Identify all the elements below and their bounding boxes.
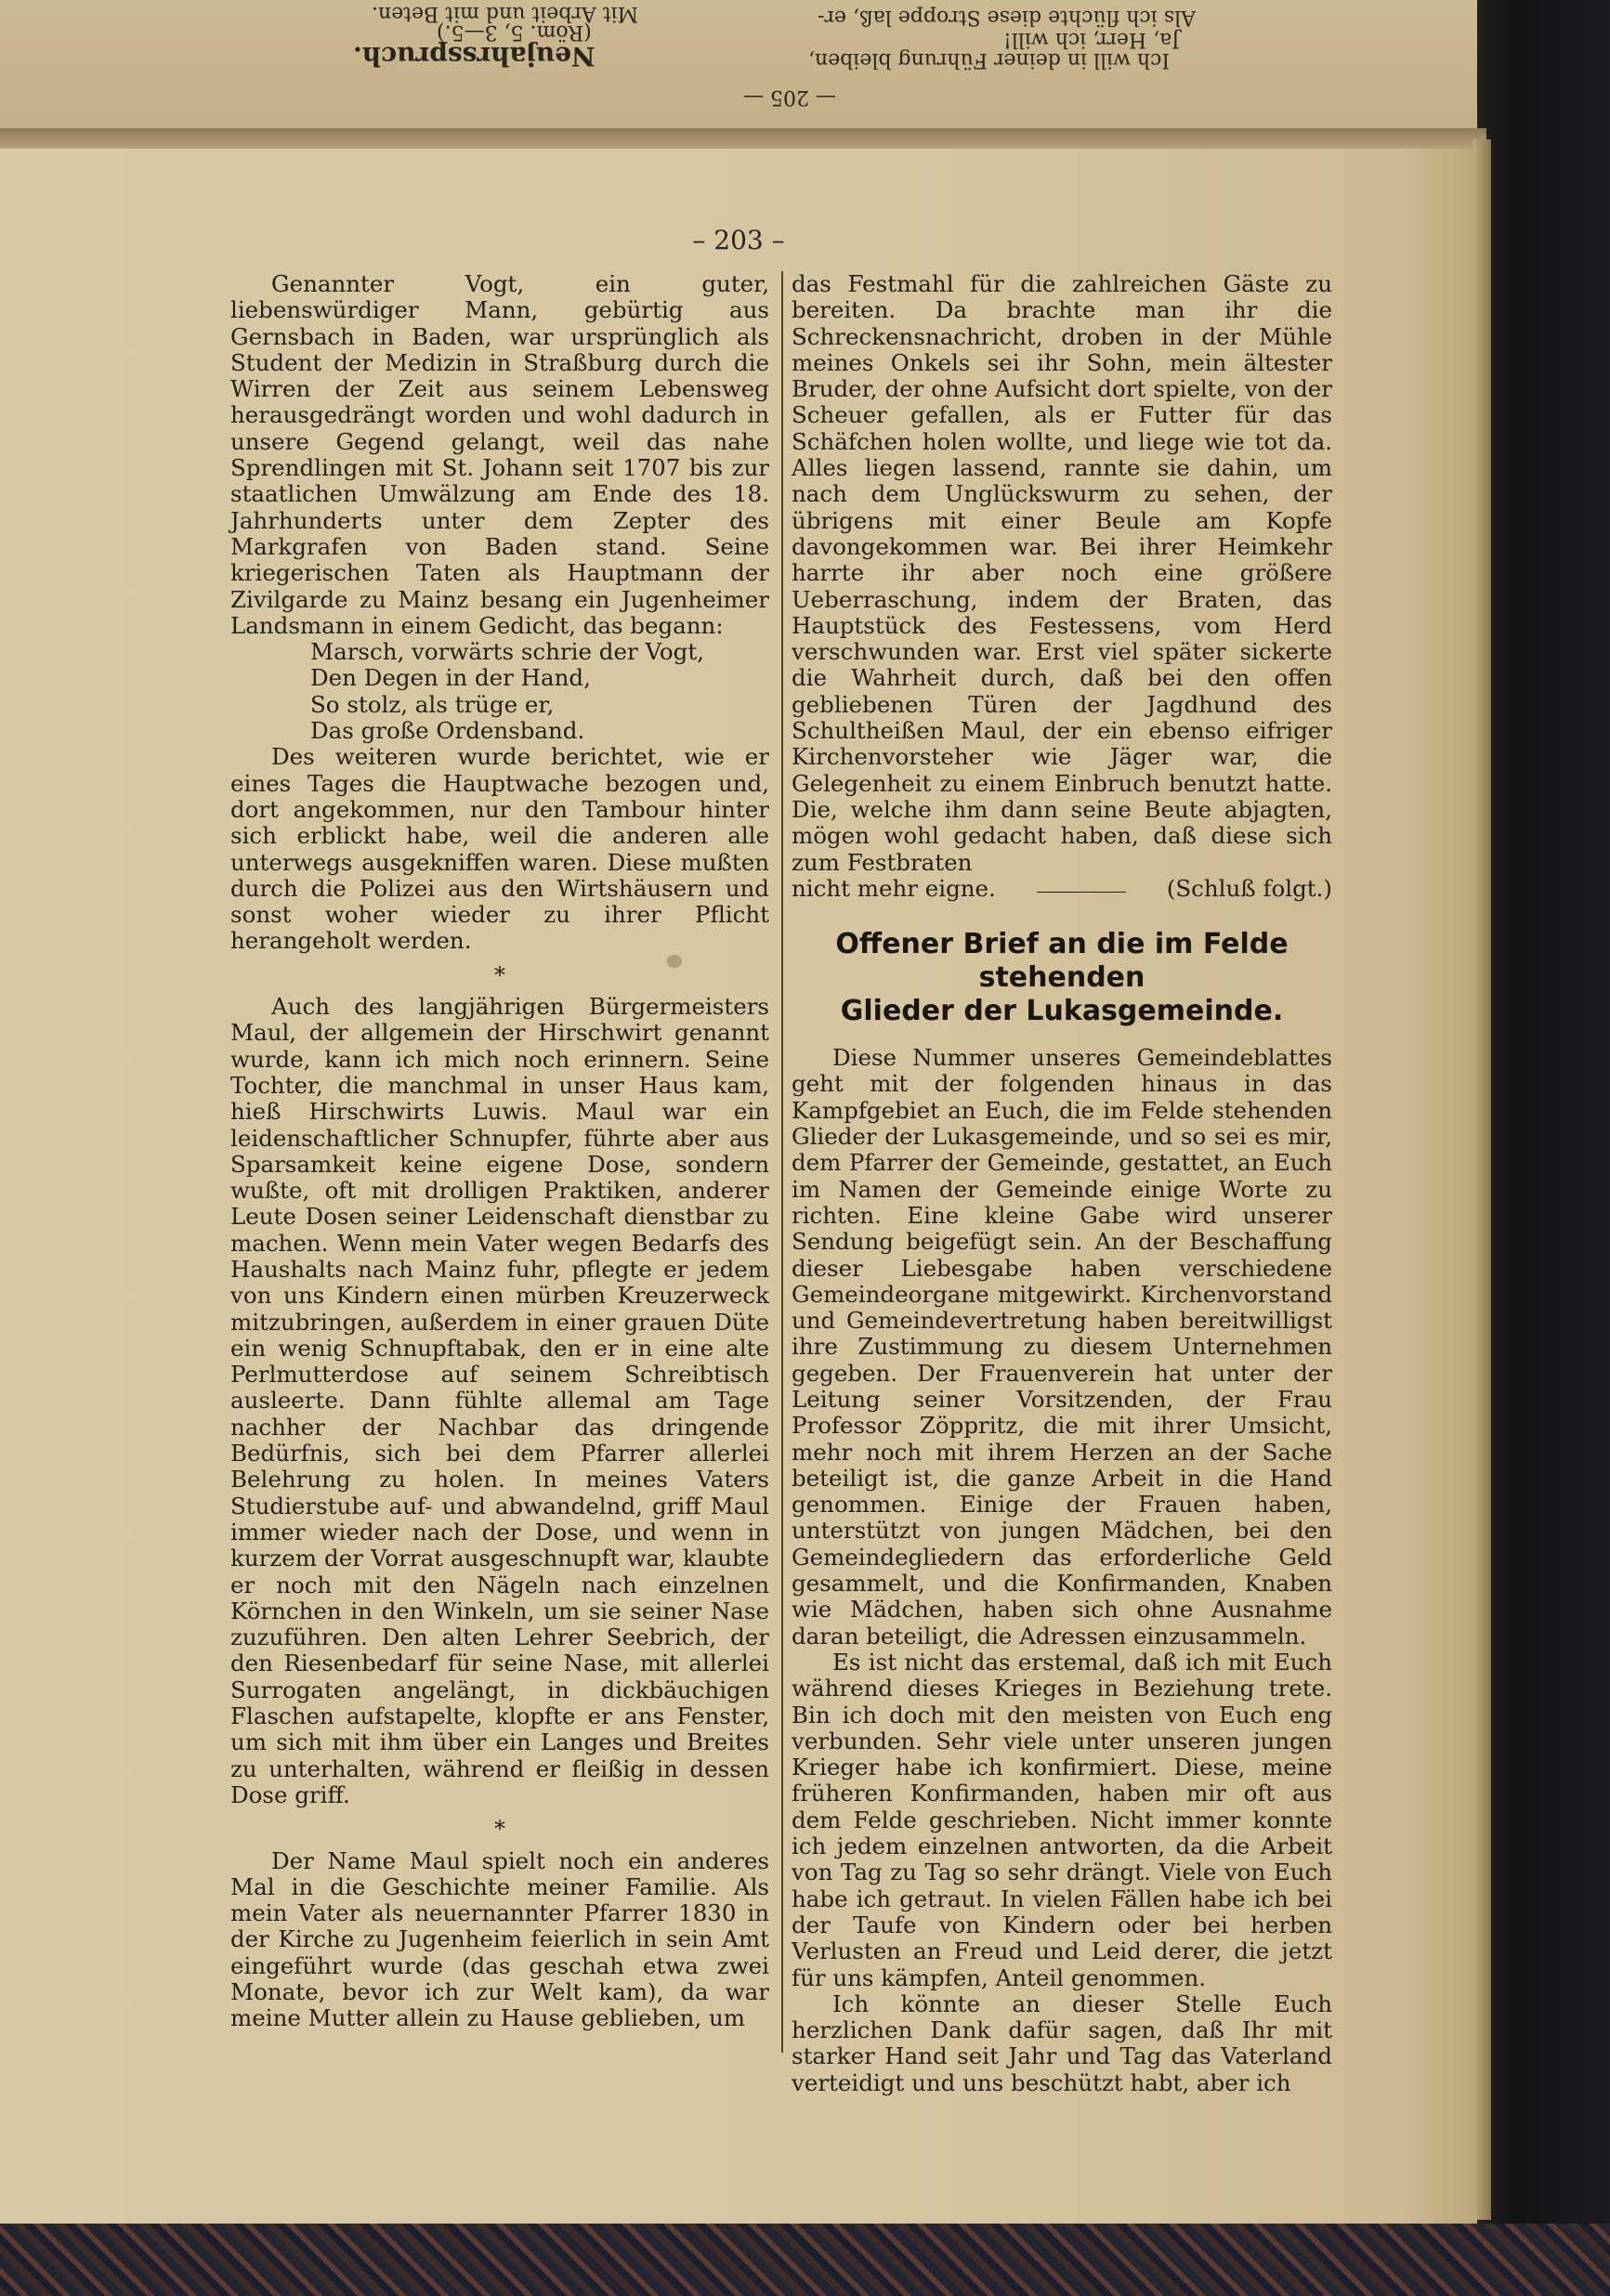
previous-page-line2: Ja, Herr, ich will!	[1003, 28, 1181, 51]
left-paragraph-2: Des weiteren wurde berichtet, wie er eines Tages die Hauptwache bezogen und, dort angekommen, nur den Tambour hinter sich erblickt habe, weil die anderen alle unterwegs ausgekniffen waren. Diese mußten durch die Polizei aus den Wirtshäusern und sonst woher wieder zu ihrer Pflicht herangeholt werden.	[230, 743, 769, 955]
right-paragraph-2: Diese Nummer unseres Gemeindeblattes geht mit der folgenden hinaus in das Kampfgebiet an Euch, die im Felde stehenden Glieder der Lukasgemeinde, und so sei es mir, dem Pfarrer der Gemeinde, gestattet, an Euch im Namen der Gemeinde einige Worte zu richten. Eine kleine Gabe wird unserer Sendung beigefügt sein. An der Beschaffung dieser Liebesgabe haben verschiedene Gemeindeorgane mitgewirkt. Kirchenvorstand und Gemeindevertretung haben bereitwilligst ihre Zustimmung zu diesem Unternehmen gegeben. Der Frauenverein hat unter der Leitung seiner Vorsitzenden, der Frau Professor Zöppritz, die mit ihrer Umsicht, mehr noch mit ihrem Herzen an der Sache beteiligt ist, die ganze Arbeit in die Hand genommen. Einige der Frauen haben, unterstützt von jungen Mädchen, bei den Gemeindegliedern das erforderliche Geld gesammelt, und die Konfirmanden, Knaben wie Mädchen, haben sich ohne Ausnahme daran beteiligt, die Adressen einzusammeln.	[792, 1044, 1332, 1650]
article-signoff	[792, 876, 1332, 902]
page-number: – 203 –	[692, 225, 785, 255]
previous-page-line1: Ich will in deiner Führung bleiben,	[808, 48, 1171, 72]
right-paragraph-1: das Festmahl für die zahlreichen Gäste zu bereiten. Da brachte man ihr die Schreckensnachricht, droben in der Mühle meines Onkels sei ihr Sohn, mein ältester Bruder, der ohne Aufsicht dort spielte, von der Scheuer gefallen, als er Futter für das Schäfchen holen wollte, und liege wie tot da. Alles liegen lassend, rannte sie dahin, um nach dem Unglückswurm zu sehen, der übrigens mit einer Beule am Kopfe davongekommen war. Bei ihrer Heimkehr harrte ihr aber noch eine größere Ueberraschung, indem der Braten, das Hauptstück des Festessens, vom Herd verschwunden war. Erst viel später sickerte die Wahrheit durch, daß bei den offen gebliebenen Türen der Jagdhund des Schultheißen Maul, der ein ebenso eifriger Kirchenvorsteher wie Jäger war, die Gelegenheit zu einem Einbruch benutzt hatte. Die, welche ihm dann seine Beute abjagten, mögen wohl gedacht haben, daß diese sich zum Festbraten	[792, 270, 1332, 876]
previous-page-ref: (Röm. 5, 3—5.)	[437, 20, 592, 44]
section-separator: *	[494, 1816, 505, 1843]
verse-line: Den Degen in der Hand,	[310, 664, 591, 692]
article-heading	[792, 928, 1332, 1028]
previous-page-title: Neujahrsspruch.	[353, 41, 596, 72]
right-paragraph-4: Ich könnte an dieser Stelle Euch herzlichen Dank dafür sagen, daß Ihr mit starker Hand seit Jahr und Tag das Vaterland verteidigt und uns beschützt habt, aber ich	[792, 1989, 1332, 2096]
section-separator: *	[494, 961, 505, 988]
left-paragraph-3: Auch des langjährigen Bürgermeisters Maul, der allgemein der Hirschwirt genannt wurde, kann ich mich noch erinnern. Seine Tochter, die manchmal in unser Haus kam, hieß Hirschwirts Luwis. Maul war ein leidenschaftlicher Schnupfer, führte aber aus Sparsamkeit keine eigene Dose, sondern wußte, oft mit drolligen Praktiken, anderer Leute Dosen seiner Leidenschaft dienstbar zu machen. Wenn mein Vater wegen Bedarfs des Haushalts nach Mainz fuhr, pflegte er jedem von uns Kindern einen mürben Kreuzerweck mitzubringen, außerdem in einer grauen Düte ein wenig Schnupftabak, den er in eine alte Perlmutterdose auf seinem Schreibtisch ausleerte. Dann fühlte allemal am Tage nachher der Nachbar das dringende Bedürfnis, sich bei dem Pfarrer allerlei Belehrung zu holen. In meines Vaters Studierstube auf- und abwandelnd, griff Maul immer wieder nach der Dose, und wenn in kurzem der Vorrat ausgeschnupft war, klaubte er noch mit den Nägeln nach einzelnen Körnchen in den Winkeln, um sie seiner Nase zuzuführen. Den alten Lehrer Seebrich, der den Riesenbedarf für seine Nase, mit allerlei Surrogaten angelängt, in dickbäuchigen Flaschen aufstapelte, klopfte er ans Fenster, um sich mit ihm über ein Langes und Breites zu unterhalten, während er fleißig in dessen Dose griff.	[230, 993, 769, 1808]
right-paragraph-3: Es ist nicht das erstemal, daß ich mit Euch während dieses Krieges in Beziehung trete. Bin ich doch mit den meisten von Euch eng verbunden. Sehr viele unter unseren jungen Krieger habe ich konfirmiert. Diese, meine früheren Konfirmanden, haben mir oft aus dem Felde geschrieben. Nicht immer konnte ich jedem einzelnen antworten, da die Arbeit von Tag zu Tag so sehr drängt. Viele von Euch habe ich getraut. In vielen Fällen habe ich bei der Taufe von Kindern oder bei herben Verlusten an Freud und Leid derer, die jetzt für uns kämpfen, Anteil genommen.	[792, 1648, 1332, 1991]
book-cover-cloth	[0, 2224, 1610, 2296]
left-paragraph-4: Der Name Maul spielt noch ein anderes Mal in die Geschichte meiner Familie. Als mein Vater als neuernannter Pfarrer 1830 in der Kirche zu Jugenheim feierlich in sein Amt eingeführt wurde (das geschah etwa zwei Monate, bevor ich zur Welt kam), da war meine Mutter allein zu Hause geblieben, um	[230, 1846, 769, 2032]
previous-page-strip	[0, 0, 1477, 137]
poem-verse	[310, 639, 769, 744]
previous-page-number: — 205 —	[743, 85, 836, 109]
previous-page-note: Mit Arbeit und mit Beten.	[372, 2, 639, 25]
continued-note: (Schluß folgt.)	[1166, 874, 1332, 902]
previous-page-line3: Als ich flüchte diese Stroppe laß, er-	[818, 6, 1197, 29]
verse-line: So stolz, als trüge er,	[310, 690, 555, 718]
heading-line-1: Offener Brief an die im Felde stehenden	[835, 928, 1289, 995]
right-paragraph-1-end: nicht mehr eigne.	[792, 874, 996, 902]
column-divider	[781, 271, 783, 2053]
signoff-rule	[1037, 892, 1126, 893]
left-paragraph-1: Genannter Vogt, ein guter, liebenswürdiger Mann, gebürtig aus Gernsbach in Baden, war ursprünglich als Student der Medizin in Straßburg durch die Wirren der Zeit aus seinem Lebensweg herausgedrängt worden und wohl dadurch in unsere Gegend gelangt, weil das nahe Sprendlingen mit St. Johann seit 1707 bis zur staatlichen Umwälzung am Ende des 18. Jahrhunderts unter dem Zepter des Markgrafen von Baden stand. Seine kriegerischen Taten als Hauptmann der Zivilgarde zu Mainz besang ein Jugenheimer Landsmann in einem Gedicht, das begann:	[230, 270, 769, 639]
verse-line: Marsch, vorwärts schrie der Vogt,	[310, 638, 704, 666]
verse-line: Das große Ordensband.	[310, 717, 585, 745]
heading-line-2: Glieder der Lukasgemeinde.	[840, 995, 1284, 1028]
right-column	[792, 271, 1332, 2096]
left-column	[230, 271, 769, 2032]
